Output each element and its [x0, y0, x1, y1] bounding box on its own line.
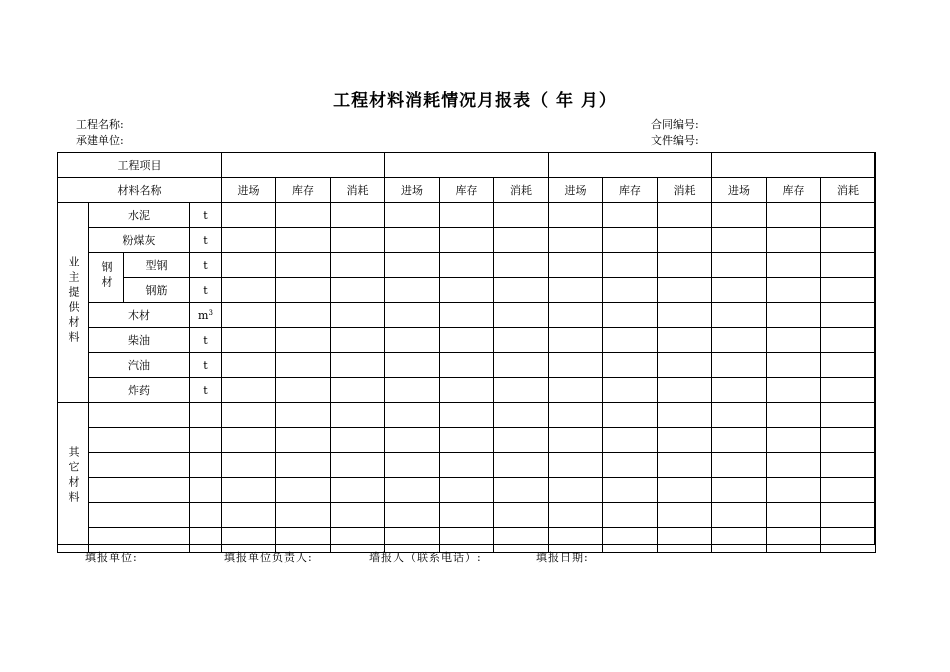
- value-cell[interactable]: [658, 278, 712, 303]
- value-cell[interactable]: [276, 478, 331, 503]
- value-cell[interactable]: [821, 203, 876, 228]
- value-cell[interactable]: [494, 403, 549, 428]
- value-cell[interactable]: [440, 453, 494, 478]
- value-cell[interactable]: [603, 478, 658, 503]
- value-cell[interactable]: [712, 528, 767, 553]
- value-cell[interactable]: [821, 428, 876, 453]
- other-materials-group: [58, 403, 89, 553]
- table-row: [58, 328, 876, 353]
- value-cell[interactable]: [821, 403, 876, 428]
- value-cell[interactable]: [658, 328, 712, 353]
- unit-superscript: 3: [208, 308, 213, 317]
- steel-group: [89, 253, 124, 303]
- value-cell[interactable]: [331, 328, 385, 353]
- value-cell[interactable]: [658, 503, 712, 528]
- project-cell[interactable]: [549, 153, 712, 178]
- value-cell[interactable]: [549, 428, 603, 453]
- value-cell[interactable]: [603, 503, 658, 528]
- value-cell[interactable]: [603, 403, 658, 428]
- value-cell[interactable]: [767, 328, 821, 353]
- material-name: 汽油: [89, 353, 190, 378]
- other-materials-label: 其它材料: [67, 446, 80, 506]
- value-cell[interactable]: [712, 253, 767, 278]
- table-row: [58, 278, 876, 303]
- value-cell[interactable]: [385, 478, 440, 503]
- contractor-label: 承建单位:: [76, 134, 124, 147]
- value-cell[interactable]: [385, 503, 440, 528]
- value-cell[interactable]: [658, 303, 712, 328]
- steel-group-label: 钢材: [100, 261, 113, 291]
- value-cell[interactable]: [821, 228, 876, 253]
- value-cell[interactable]: [603, 328, 658, 353]
- value-cell[interactable]: [276, 303, 331, 328]
- material-unit: t: [190, 278, 222, 303]
- value-cell[interactable]: [821, 528, 876, 553]
- value-cell[interactable]: [821, 378, 876, 403]
- value-cell[interactable]: [603, 353, 658, 378]
- value-cell[interactable]: [549, 253, 603, 278]
- material-name: 柴油: [89, 328, 190, 353]
- value-cell[interactable]: [712, 403, 767, 428]
- col-header: 消耗: [331, 178, 385, 203]
- value-cell[interactable]: [276, 403, 331, 428]
- material-unit: t: [190, 378, 222, 403]
- material-unit: t: [190, 253, 222, 278]
- value-cell[interactable]: [658, 403, 712, 428]
- value-cell[interactable]: [440, 353, 494, 378]
- value-cell[interactable]: [767, 378, 821, 403]
- unit-leader-label: 填报单位负责人:: [224, 551, 313, 564]
- value-cell[interactable]: [658, 378, 712, 403]
- value-cell[interactable]: [222, 403, 276, 428]
- table-row: [58, 453, 876, 478]
- value-cell[interactable]: [222, 203, 276, 228]
- value-cell[interactable]: [331, 428, 385, 453]
- contract-number-label: 合同编号:: [651, 118, 699, 131]
- value-cell[interactable]: [658, 228, 712, 253]
- value-cell[interactable]: [385, 328, 440, 353]
- value-cell[interactable]: [276, 203, 331, 228]
- value-cell[interactable]: [603, 378, 658, 403]
- value-cell[interactable]: [385, 303, 440, 328]
- col-header: 库存: [603, 178, 658, 203]
- value-cell[interactable]: [494, 278, 549, 303]
- value-cell[interactable]: [821, 503, 876, 528]
- value-cell[interactable]: [767, 503, 821, 528]
- value-cell[interactable]: [494, 428, 549, 453]
- value-cell[interactable]: [658, 453, 712, 478]
- value-cell[interactable]: [549, 378, 603, 403]
- table-row: [58, 228, 876, 253]
- value-cell[interactable]: [821, 253, 876, 278]
- value-cell[interactable]: [603, 278, 658, 303]
- value-cell[interactable]: [276, 428, 331, 453]
- col-header: 库存: [767, 178, 821, 203]
- value-cell[interactable]: [331, 503, 385, 528]
- unit-base: m: [198, 308, 209, 322]
- value-cell[interactable]: [276, 353, 331, 378]
- value-cell[interactable]: [440, 428, 494, 453]
- value-cell[interactable]: [276, 328, 331, 353]
- owner-materials-label: 业主提供材料: [67, 256, 80, 346]
- value-cell[interactable]: [821, 278, 876, 303]
- material-name[interactable]: [89, 503, 190, 528]
- value-cell[interactable]: [222, 303, 276, 328]
- value-cell[interactable]: [712, 353, 767, 378]
- value-cell[interactable]: [331, 453, 385, 478]
- value-cell[interactable]: [658, 428, 712, 453]
- value-cell[interactable]: [658, 478, 712, 503]
- table-row: [58, 478, 876, 503]
- value-cell[interactable]: [494, 253, 549, 278]
- value-cell[interactable]: [767, 278, 821, 303]
- value-cell[interactable]: [331, 253, 385, 278]
- value-cell[interactable]: [494, 303, 549, 328]
- material-unit[interactable]: [190, 453, 222, 478]
- value-cell[interactable]: [767, 453, 821, 478]
- value-cell[interactable]: [385, 203, 440, 228]
- value-cell[interactable]: [222, 253, 276, 278]
- value-cell[interactable]: [712, 228, 767, 253]
- value-cell[interactable]: [276, 228, 331, 253]
- value-cell[interactable]: [440, 478, 494, 503]
- value-cell[interactable]: [821, 328, 876, 353]
- value-cell[interactable]: [821, 478, 876, 503]
- value-cell[interactable]: [603, 228, 658, 253]
- value-cell[interactable]: [222, 278, 276, 303]
- project-cell[interactable]: [222, 153, 385, 178]
- table-row: [58, 378, 876, 403]
- col-header: 进场: [549, 178, 603, 203]
- table-row: [58, 428, 876, 453]
- value-cell[interactable]: [549, 228, 603, 253]
- value-cell[interactable]: [494, 328, 549, 353]
- material-unit: t: [190, 203, 222, 228]
- value-cell[interactable]: [222, 478, 276, 503]
- material-name: 木材: [89, 303, 190, 328]
- value-cell[interactable]: [385, 353, 440, 378]
- value-cell[interactable]: [440, 203, 494, 228]
- material-unit[interactable]: [190, 403, 222, 428]
- value-cell[interactable]: [767, 428, 821, 453]
- value-cell[interactable]: [658, 528, 712, 553]
- value-cell[interactable]: [440, 278, 494, 303]
- value-cell[interactable]: [440, 328, 494, 353]
- value-cell[interactable]: [549, 203, 603, 228]
- col-header: 消耗: [658, 178, 712, 203]
- material-name[interactable]: [89, 453, 190, 478]
- material-name: 粉煤灰: [89, 228, 190, 253]
- value-cell[interactable]: [331, 228, 385, 253]
- value-cell[interactable]: [331, 403, 385, 428]
- project-name-label: 工程名称:: [76, 118, 124, 131]
- material-name: 钢筋: [124, 278, 190, 303]
- material-table: [57, 152, 875, 545]
- material-name[interactable]: [89, 403, 190, 428]
- value-cell[interactable]: [440, 503, 494, 528]
- table-row: [58, 253, 876, 278]
- value-cell[interactable]: [712, 478, 767, 503]
- value-cell[interactable]: [276, 278, 331, 303]
- value-cell[interactable]: [276, 503, 331, 528]
- material-name[interactable]: [89, 478, 190, 503]
- value-cell[interactable]: [658, 353, 712, 378]
- value-cell[interactable]: [549, 453, 603, 478]
- value-cell[interactable]: [440, 378, 494, 403]
- value-cell[interactable]: [331, 278, 385, 303]
- filler-label: 墙报人（联系电话）:: [369, 551, 482, 564]
- project-cell[interactable]: [385, 153, 549, 178]
- material-unit[interactable]: [190, 428, 222, 453]
- value-cell[interactable]: [494, 478, 549, 503]
- value-cell[interactable]: [712, 503, 767, 528]
- project-item-header: 工程项目: [58, 153, 222, 178]
- col-header: 消耗: [821, 178, 876, 203]
- value-cell[interactable]: [767, 528, 821, 553]
- material-unit: t: [190, 228, 222, 253]
- material-unit: t: [190, 328, 222, 353]
- material-unit: [190, 303, 222, 328]
- value-cell[interactable]: [440, 303, 494, 328]
- value-cell[interactable]: [549, 328, 603, 353]
- value-cell[interactable]: [276, 253, 331, 278]
- value-cell[interactable]: [603, 303, 658, 328]
- value-cell[interactable]: [385, 278, 440, 303]
- value-cell[interactable]: [331, 378, 385, 403]
- value-cell[interactable]: [712, 328, 767, 353]
- value-cell[interactable]: [494, 203, 549, 228]
- value-cell[interactable]: [222, 378, 276, 403]
- value-cell[interactable]: [331, 353, 385, 378]
- value-cell[interactable]: [494, 228, 549, 253]
- table-row: [58, 203, 876, 228]
- value-cell[interactable]: [603, 203, 658, 228]
- value-cell[interactable]: [440, 228, 494, 253]
- value-cell[interactable]: [385, 253, 440, 278]
- value-cell[interactable]: [222, 353, 276, 378]
- material-name: 水泥: [89, 203, 190, 228]
- col-header: 库存: [276, 178, 331, 203]
- value-cell[interactable]: [331, 203, 385, 228]
- report-title: 工程材料消耗情况月报表（ 年 月）: [333, 91, 617, 111]
- col-header: 消耗: [494, 178, 549, 203]
- value-cell[interactable]: [549, 478, 603, 503]
- value-cell[interactable]: [767, 253, 821, 278]
- value-cell[interactable]: [331, 478, 385, 503]
- material-name: 炸药: [89, 378, 190, 403]
- value-cell[interactable]: [767, 353, 821, 378]
- material-unit[interactable]: [190, 478, 222, 503]
- material-name-header: 材料名称: [58, 178, 222, 203]
- value-cell[interactable]: [549, 303, 603, 328]
- value-cell[interactable]: [549, 403, 603, 428]
- value-cell[interactable]: [549, 278, 603, 303]
- table-row: [58, 403, 876, 428]
- value-cell[interactable]: [222, 503, 276, 528]
- fill-unit-label: 填报单位:: [85, 551, 138, 564]
- value-cell[interactable]: [222, 453, 276, 478]
- value-cell[interactable]: [658, 253, 712, 278]
- value-cell[interactable]: [222, 428, 276, 453]
- value-cell[interactable]: [276, 378, 331, 403]
- value-cell[interactable]: [385, 453, 440, 478]
- material-unit: t: [190, 353, 222, 378]
- material-unit[interactable]: [190, 528, 222, 553]
- project-cell[interactable]: [712, 153, 876, 178]
- table-row: [58, 503, 876, 528]
- value-cell[interactable]: [658, 203, 712, 228]
- value-cell[interactable]: [821, 353, 876, 378]
- col-header: 进场: [222, 178, 276, 203]
- table-row: [58, 353, 876, 378]
- value-cell[interactable]: [385, 378, 440, 403]
- value-cell[interactable]: [712, 303, 767, 328]
- value-cell[interactable]: [712, 453, 767, 478]
- value-cell[interactable]: [767, 403, 821, 428]
- value-cell[interactable]: [549, 503, 603, 528]
- value-cell[interactable]: [440, 403, 494, 428]
- value-cell[interactable]: [494, 453, 549, 478]
- value-cell[interactable]: [712, 203, 767, 228]
- value-cell[interactable]: [603, 528, 658, 553]
- value-cell[interactable]: [440, 253, 494, 278]
- fill-date-label: 填报日期:: [536, 551, 589, 564]
- value-cell[interactable]: [821, 453, 876, 478]
- table-row: [58, 303, 876, 328]
- value-cell[interactable]: [712, 278, 767, 303]
- value-cell[interactable]: [385, 403, 440, 428]
- value-cell[interactable]: [222, 228, 276, 253]
- material-name[interactable]: [89, 428, 190, 453]
- value-cell[interactable]: [767, 228, 821, 253]
- value-cell[interactable]: [603, 453, 658, 478]
- value-cell[interactable]: [494, 353, 549, 378]
- value-cell[interactable]: [712, 378, 767, 403]
- file-number-label: 文件编号:: [651, 134, 699, 147]
- value-cell[interactable]: [767, 203, 821, 228]
- col-header: 进场: [712, 178, 767, 203]
- value-cell[interactable]: [821, 303, 876, 328]
- value-cell[interactable]: [549, 353, 603, 378]
- material-name: 型钢: [124, 253, 190, 278]
- value-cell[interactable]: [385, 428, 440, 453]
- value-cell[interactable]: [494, 378, 549, 403]
- value-cell[interactable]: [276, 453, 331, 478]
- value-cell[interactable]: [494, 503, 549, 528]
- value-cell[interactable]: [767, 303, 821, 328]
- value-cell[interactable]: [767, 478, 821, 503]
- col-header: 进场: [385, 178, 440, 203]
- value-cell[interactable]: [222, 328, 276, 353]
- value-cell[interactable]: [603, 253, 658, 278]
- material-unit[interactable]: [190, 503, 222, 528]
- value-cell[interactable]: [385, 228, 440, 253]
- value-cell[interactable]: [712, 428, 767, 453]
- owner-materials-group: [58, 203, 89, 403]
- col-header: 库存: [440, 178, 494, 203]
- value-cell[interactable]: [603, 428, 658, 453]
- value-cell[interactable]: [331, 303, 385, 328]
